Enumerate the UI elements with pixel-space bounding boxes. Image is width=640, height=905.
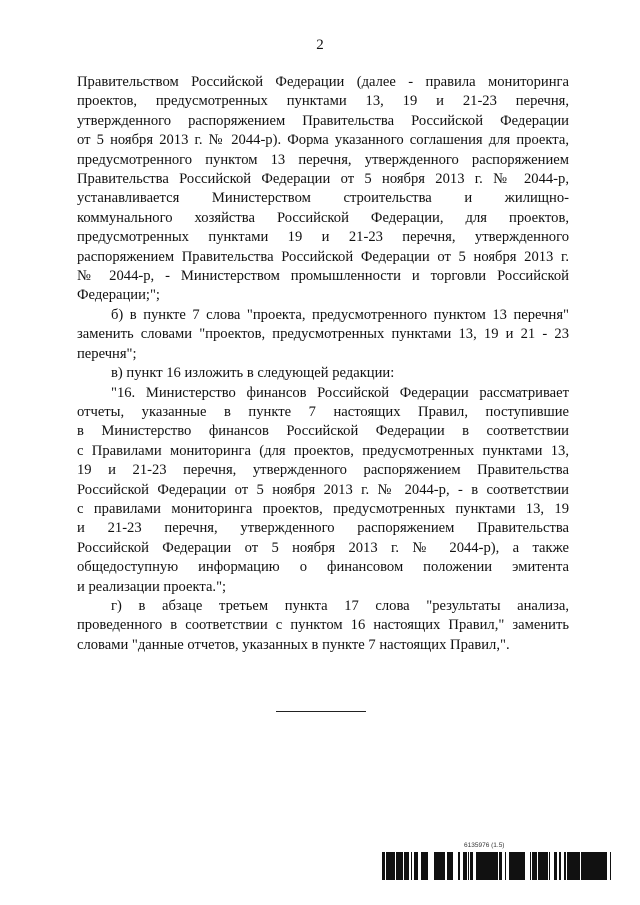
text-line: Правительства Российской Федерации от 5 ноября 2013 г. № 2044-р, [77,171,569,188]
barcode-image [382,852,614,880]
text-line: коммунального хозяйства Российской Федерации, для проектов, [77,209,569,226]
text-line: в) пункт 16 изложить в следующей редакции: [111,365,395,382]
barcode-block [382,842,614,880]
text-line: "16. Министерство финансов Российской Федерации рассматривает [111,384,569,401]
text-line: от 5 ноября 2013 г. № 2044-р). Форма указанного соглашения для проекта, [77,132,569,149]
text-line: и 21-23 перечня, утвержденного распоряжением Правительства [77,520,569,537]
text-line: проведенного в соответствии с пунктом 16 настоящих Правил," заменить [77,617,569,634]
text-line: в Министерство финансов Российской Федерации в соответствии [77,423,569,440]
text-line: Российской Федерации от 5 ноября 2013 г. № 2044-р), а также [77,539,569,556]
text-line: распоряжением Правительства Российской Федерации от 5 ноября 2013 г. [77,248,569,265]
text-line: Федерации;"; [77,287,160,304]
paragraph-p5 [77,597,569,655]
paragraph-p1 [77,73,569,306]
text-line: словами "данные отчетов, указанных в пункте 7 настоящих Правил,". [77,636,510,653]
text-line: отчеты, указанные в пункте 7 настоящих Правил, поступившие [77,403,569,420]
text-line: предусмотренных пунктами 19 и 21-23 перечня, утвержденного [77,229,569,246]
text-line: № 2044-р, - Министерством промышленности и торговли Российской [77,268,569,285]
text-line: Российской Федерации от 5 ноября 2013 г. № 2044-р, - в соответствии [77,481,569,498]
text-line: б) в пункте 7 слова "проекта, предусмотренного пунктом 13 перечня" [111,306,569,323]
text-line: с правилами мониторинга проектов, предусмотренных пунктами 13, 19 [77,500,569,517]
paragraph-p2 [77,306,569,364]
paragraph-p4 [77,384,569,597]
text-line: устанавливается Министерством строительства и жилищно- [77,190,569,207]
text-line: Правительством Российской Федерации (далее - правила мониторинга [77,74,569,90]
separator-line [276,711,366,712]
text-line: и реализации проекта."; [77,578,227,595]
barcode-number: 6135976 (1.5) [464,842,505,849]
text-line: общедоступную информацию о финансовом положении эмитента [77,559,569,576]
text-line: утвержденного распоряжением Правительства Российской Федерации [77,112,569,129]
text-line: предусмотренного пунктом 13 перечня, утвержденного распоряжением [77,151,569,168]
text-line: заменить словами "проектов, предусмотренных пунктами 13, 19 и 21 - 23 [77,326,569,343]
paragraph-p3 [77,364,569,383]
text-line: 19 и 21-23 перечня, утвержденного распоряжением Правительства [77,462,569,479]
text-line: перечня"; [77,345,137,362]
text-line: с Правилами мониторинга (для проектов, предусмотренных пунктами 13, [77,442,569,459]
text-line: проектов, предусмотренных пунктами 13, 19 и 21-23 перечня, [77,93,569,110]
text-line: г) в абзаце третьем пункта 17 слова "результаты анализа, [111,597,569,614]
document-body [77,73,569,655]
page-number: 2 [316,37,324,53]
